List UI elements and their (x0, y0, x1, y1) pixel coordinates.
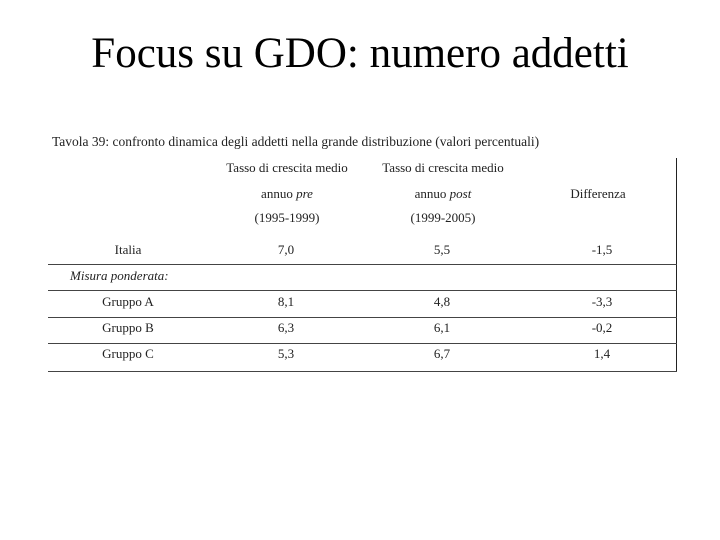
header-post-line1: Tasso di crescita medio (382, 160, 504, 175)
header-diff: Differenza (570, 186, 626, 201)
cell-gruppo-a-pre: 8,1 (277, 294, 295, 309)
cell-italia-post: 5,5 (433, 242, 451, 257)
header-post-em: post (449, 186, 472, 201)
header-post-prefix: annuo (414, 186, 450, 201)
header-post-line2 (370, 186, 516, 202)
row-label-gruppo-c: Gruppo C (102, 346, 154, 361)
header-pre-line3: (1995-1999) (254, 210, 320, 225)
header-pre-prefix: annuo (261, 186, 297, 201)
cell-gruppo-b-diff: -0,2 (591, 320, 613, 335)
cell-gruppo-c-post: 6,7 (433, 346, 451, 361)
cell-italia-diff: -1,5 (591, 242, 613, 257)
header-post-line3: (1999-2005) (410, 210, 476, 225)
cell-gruppo-b-post: 6,1 (433, 320, 451, 335)
header-pre-em: pre (296, 186, 313, 201)
row-divider (48, 264, 677, 265)
section-label: Misura ponderata: (70, 268, 169, 283)
row-label-italia: Italia (114, 242, 142, 257)
table-caption: Tavola 39: confronto dinamica degli addetti nella grande distribuzione (valori percentuali) (52, 134, 540, 149)
row-divider (48, 317, 677, 318)
row-divider (48, 290, 677, 291)
table-bottom-border (48, 371, 677, 372)
row-label-gruppo-b: Gruppo B (102, 320, 154, 335)
cell-gruppo-c-pre: 5,3 (277, 346, 295, 361)
cell-gruppo-c-diff: 1,4 (593, 346, 611, 361)
cell-gruppo-a-post: 4,8 (433, 294, 451, 309)
cell-gruppo-b-pre: 6,3 (277, 320, 295, 335)
row-label-gruppo-a: Gruppo A (102, 294, 154, 309)
header-pre-line2 (214, 186, 360, 202)
table-right-border (676, 158, 677, 372)
slide-title: Focus su GDO: numero addetti (91, 30, 629, 77)
cell-gruppo-a-diff: -3,3 (591, 294, 613, 309)
cell-italia-pre: 7,0 (277, 242, 295, 257)
header-pre-line1: Tasso di crescita medio (226, 160, 348, 175)
row-divider (48, 343, 677, 344)
